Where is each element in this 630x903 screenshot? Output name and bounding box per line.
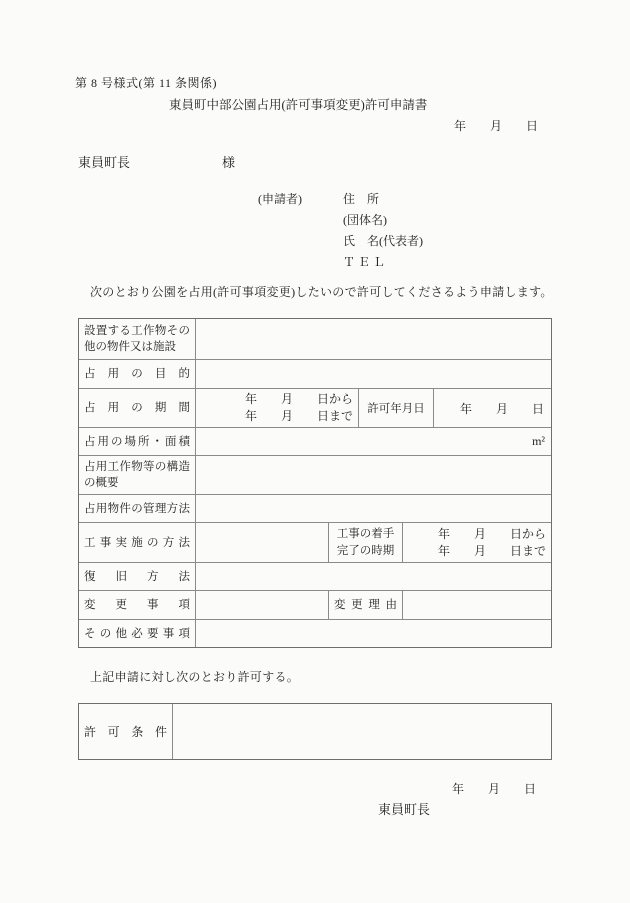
restoration-label-cell: 復旧方法 [84,570,190,583]
applicant-name-label: 氏 名(代表者) [343,234,423,248]
construction-period-value-cell [402,523,551,562]
table-row-other [79,619,551,647]
change-reason-value-cell [402,591,551,619]
period-label-cell: 占用の期間 [84,402,190,414]
applicant-tel-label: Ｔ Ｅ Ｌ [343,255,386,269]
structure-outline-value-cell [195,456,551,494]
change-label-cell: 変更事項 [84,599,190,611]
construction-from: 年 月 日から [437,526,546,541]
table-row-restoration [79,562,551,590]
permit-conditions-table [78,703,552,760]
table-row-period [79,388,551,427]
conditions-value-cell [172,704,551,759]
structures-value-cell [195,319,551,359]
application-table [78,318,552,648]
construction-period-label-cell [328,523,402,562]
table-row-change [79,590,551,619]
period-to: 年 月 日まで [244,409,353,423]
mayor-signature: 東員町長 [378,802,431,817]
application-statement: 次のとおり公園を占用(許可事項変更)したいので許可してくださるよう申請します。 [90,285,553,299]
construction-label-cell: 工事実施の方法 [84,536,190,549]
form-number: 第 8 号様式(第 11 条関係) [75,76,218,90]
purpose-label-cell: 占用の目的 [84,368,190,380]
location-value-cell: m² [195,428,551,455]
applicant-block [258,189,423,273]
structures-label-cell: 設置する工作物その他の物件又は施設 [84,325,190,353]
conditions-label-cell: 許可条件 [84,725,167,739]
management-value-cell [195,495,551,522]
table-row-structure-outline [79,455,551,494]
permit-date: 年 月 日 [451,782,536,796]
other-value-cell [195,620,551,647]
change-value-cell [195,591,328,619]
application-date: 年 月 日 [453,119,538,133]
construction-value-cell [195,523,328,562]
applicant-label: (申請者) [258,192,302,206]
document-title: 東員町中部公園占用(許可事項変更)許可申請書 [169,98,428,112]
permit-date-value-cell: 年 月 日 [433,389,551,427]
addressee-line [78,152,235,171]
table-row-construction [79,522,551,562]
change-reason-label-cell: 変更理由 [328,591,402,619]
table-row-conditions [79,704,551,759]
table-row-purpose [79,359,551,388]
permit-statement: 上記申請に対し次のとおり許可する。 [90,670,300,684]
construction-start-label: 工事の着手 [336,527,395,540]
other-label-cell: その他必要事項 [84,627,190,640]
purpose-value-cell [195,360,551,388]
location-label-cell: 占用の場所・面積 [84,435,190,448]
management-label-cell: 占用物件の管理方法 [84,502,190,515]
applicant-address-label: 住 所 [343,192,380,206]
addressee-name: 東員町長 [78,155,131,170]
permit-date-label-cell: 許可年月日 [358,389,433,427]
applicant-org-label: (団体名) [343,213,387,227]
table-row-location [79,427,551,455]
construction-to: 年 月 日まで [437,543,546,558]
applicant-fields [343,189,423,273]
restoration-value-cell [195,563,551,590]
addressee-honorific: 様 [222,155,236,170]
structure-outline-label-cell: 占用工作物等の構造の概要 [84,461,190,489]
period-value-cell [195,389,358,427]
table-row-management [79,494,551,522]
table-row-structures [79,319,551,359]
construction-end-label: 完了の時期 [336,544,395,557]
period-from: 年 月 日から [244,392,353,406]
